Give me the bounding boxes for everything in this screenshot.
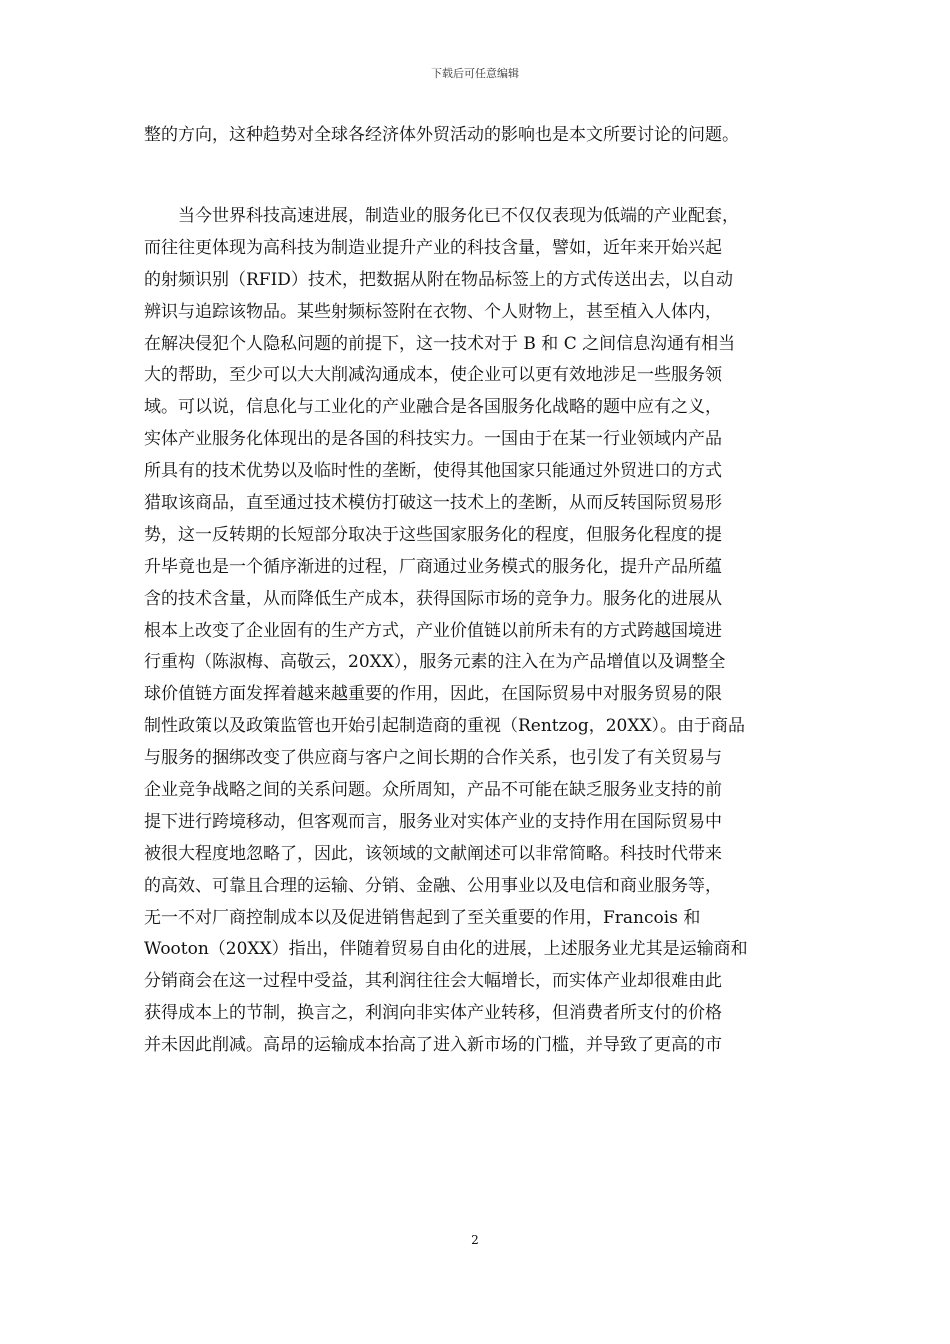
text-line: 球价值链方面发挥着越来越重要的作用，因此，在国际贸易中对服务贸易的限 (144, 684, 722, 705)
text-line: 实体产业服务化体现出的是各国的科技实力。一国由于在某一行业领域内产品 (144, 429, 722, 450)
text-line: 提下进行跨境移动，但客观而言，服务业对实体产业的支持作用在国际贸易中 (144, 811, 722, 832)
text-line: Wooton（20XX）指出，伴随着贸易自由化的进展，上述服务业尤其是运输商和 (144, 939, 748, 960)
text-line: 无一不对厂商控制成本以及促进销售起到了至关重要的作用，Francois 和 (144, 907, 701, 928)
page-number: 2 (471, 1233, 479, 1247)
text-line: 域。可以说，信息化与工业化的产业融合是各国服务化战略的题中应有之义， (144, 397, 722, 418)
text-line: 制性政策以及政策监管也开始引起制造商的重视（Rentzog，20XX）。由于商品 (144, 716, 746, 737)
text-line: 整的方向，这种趋势对全球各经济体外贸活动的影响也是本文所要讨论的问题。 (144, 125, 739, 145)
text-line: 势，这一反转期的长短部分取决于这些国家服务化的程度，但服务化程度的提 (144, 524, 722, 545)
text-line: 而往往更体现为高科技为制造业提升产业的科技含量，譬如，近年来开始兴起 (144, 237, 722, 258)
text-line: 在解决侵犯个人隐私问题的前提下，这一技术对于 B 和 C 之间信息沟通有相当 (144, 333, 736, 354)
text-line: 辨识与追踪该物品。某些射频标签附在衣物、个人财物上，甚至植入人体内， (144, 301, 722, 322)
text-line: 含的技术含量，从而降低生产成本，获得国际市场的竞争力。服务化的进展从 (144, 588, 722, 609)
text-line: 并未因此削减。高昂的运输成本抬高了进入新市场的门槛，并导致了更高的市 (144, 1035, 722, 1056)
text-line: 猎取该商品，直至通过技术模仿打破这一技术上的垄断，从而反转国际贸易形 (144, 493, 722, 514)
paragraph-continuation (144, 120, 824, 152)
text-line: 所具有的技术优势以及临时性的垄断，使得其他国家只能通过外贸进口的方式 (144, 461, 722, 482)
text-line: 与服务的捆绑改变了供应商与客户之间长期的合作关系，也引发了有关贸易与 (144, 748, 722, 769)
text-line: 企业竞争战略之间的关系问题。众所周知，产品不可能在缺乏服务业支持的前 (144, 780, 722, 801)
text-line: 获得成本上的节制，换言之，利润向非实体产业转移，但消费者所支付的价格 (144, 1003, 722, 1024)
text-line: 当今世界科技高速进展，制造业的服务化已不仅仅表现为低端的产业配套， (144, 206, 739, 226)
text-line: 被很大程度地忽略了，因此，该领域的文献阐述可以非常简略。科技时代带来 (144, 843, 722, 864)
page-header: 下载后可任意编辑 (431, 67, 519, 80)
text-line: 分销商会在这一过程中受益，其利润往往会大幅增长，而实体产业却很难由此 (144, 971, 722, 992)
text-line: 根本上改变了企业固有的生产方式，产业价值链以前所未有的方式跨越国境进 (144, 620, 722, 641)
text-line: 的射频识别（RFID）技术，把数据从附在物品标签上的方式传送出去，以自动 (144, 269, 733, 290)
text-line: 的高效、可靠且合理的运输、分销、金融、公用事业以及电信和商业服务等， (144, 875, 722, 896)
text-line: 升毕竟也是一个循序渐进的过程，厂商通过业务模式的服务化，提升产品所蕴 (144, 556, 722, 577)
text-line: 大的帮助，至少可以大大削减沟通成本，使企业可以更有效地涉足一些服务领 (144, 365, 722, 386)
text-line: 行重构（陈淑梅、高敬云，20XX），服务元素的注入在为产品增值以及调整全 (144, 652, 726, 673)
paragraph-main (144, 201, 824, 1062)
